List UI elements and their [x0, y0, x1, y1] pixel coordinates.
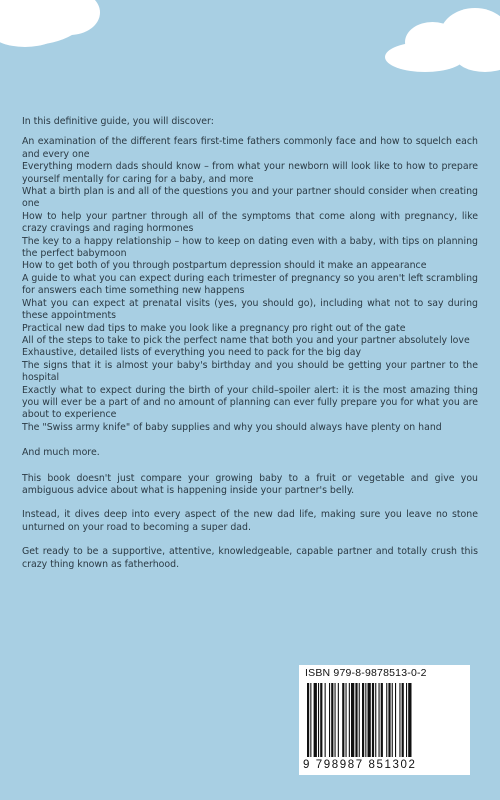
list-item: A guide to what you can expect during each trimester of pregnancy so you aren't left scrambling for answers each time something new happens	[22, 272, 478, 297]
barcode-bar	[318, 683, 319, 757]
paragraph: Instead, it dives deep into every aspect of the new dad life, making sure you leave no stone unturned on your road to becoming a super dad.	[22, 509, 478, 533]
barcode-bar	[331, 683, 333, 757]
list-item: An examination of the different fears first-time fathers commonly face and how to squelch each and every one	[22, 136, 478, 160]
barcode-bar	[365, 683, 366, 757]
barcode-bar	[381, 683, 383, 757]
barcode-bar	[399, 683, 400, 757]
feature-list	[22, 136, 478, 434]
barcode-bar	[346, 683, 347, 757]
barcode-bar	[310, 683, 311, 757]
barcode-bar	[329, 683, 330, 757]
barcode-bar	[349, 683, 350, 757]
list-item: Everything modern dads should know – from what your newborn will look like to how to prepare yourself mentally for caring for a baby, and more	[22, 161, 478, 185]
barcode-bar	[342, 683, 344, 757]
paragraph: Get ready to be a supportive, attentive, knowledgeable, capable partner and totally crush this crazy thing known as fatherhood.	[22, 546, 478, 570]
list-item: How to get both of you through postpartum depression should it make an appearance	[22, 260, 427, 272]
barcode-bar	[351, 683, 354, 757]
list-item: The "Swiss army knife" of baby supplies and why you should always have plenty on hand	[22, 421, 442, 433]
barcode-bar	[355, 683, 357, 757]
isbn-barcode	[299, 665, 470, 775]
barcode-bar	[338, 683, 339, 757]
list-item: Exactly what to expect during the birth of your child–spoiler alert: it is the most amazing thing you will ever be a part of and no amount of planning can ever fully prepare you for what you are about to experience	[22, 384, 478, 421]
list-item: What a birth plan is and all of the questions you and your partner should consider when creating one	[22, 186, 478, 210]
barcode-bars	[307, 683, 457, 757]
list-item: How to help your partner through all of the symptoms that come along with pregnancy, like crazy cravings and raging hormones	[22, 210, 478, 235]
barcode-bar	[314, 683, 317, 757]
intro-line: In this definitive guide, you will discover:	[22, 116, 214, 127]
barcode-bar	[307, 683, 309, 757]
list-item: Exhaustive, detailed lists of everything you need to pack for the big day	[22, 347, 362, 359]
barcode-bar	[402, 683, 404, 757]
barcode-bar	[408, 683, 411, 757]
barcode-bar	[320, 683, 322, 757]
barcode-bar	[388, 683, 390, 757]
barcode-bar	[395, 683, 396, 757]
barcode-bar	[406, 683, 407, 757]
isbn-label: ISBN 979-8-9878513-0-2	[305, 667, 427, 679]
blurb-text	[22, 116, 478, 583]
barcode-bar	[368, 683, 371, 757]
barcode-bar	[325, 683, 326, 757]
paragraph: This book doesn't just compare your growing baby to a fruit or vegetable and give you ambiguous advice about what is happening inside your partner's belly.	[22, 472, 478, 496]
list-item: The signs that it is almost your baby's birthday and you should be getting your partner to the hospital	[22, 359, 478, 384]
barcode-bar	[386, 683, 387, 757]
barcode-bar	[335, 683, 336, 757]
barcode-bar	[362, 683, 364, 757]
list-item: All of the steps to take to pick the perfect name that both you and your partner absolutely love	[22, 334, 470, 346]
barcode-bar	[379, 683, 380, 757]
list-item: The key to a happy relationship – how to keep on dating even with a baby, with tips on planning the perfect babymoon	[22, 235, 478, 260]
barcode-bar	[359, 683, 360, 757]
list-item: What you can expect at prenatal visits (yes, you should go), including what not to say during these appointments	[22, 297, 478, 322]
isbn-digits: 9 798987 851302	[303, 759, 417, 771]
barcode-bar	[372, 683, 374, 757]
list-item: Practical new dad tips to make you look like a pregnancy pro right out of the gate	[22, 322, 406, 334]
barcode-bar	[392, 683, 393, 757]
and-more-line: And much more.	[22, 447, 100, 459]
barcode-bar	[375, 683, 376, 757]
